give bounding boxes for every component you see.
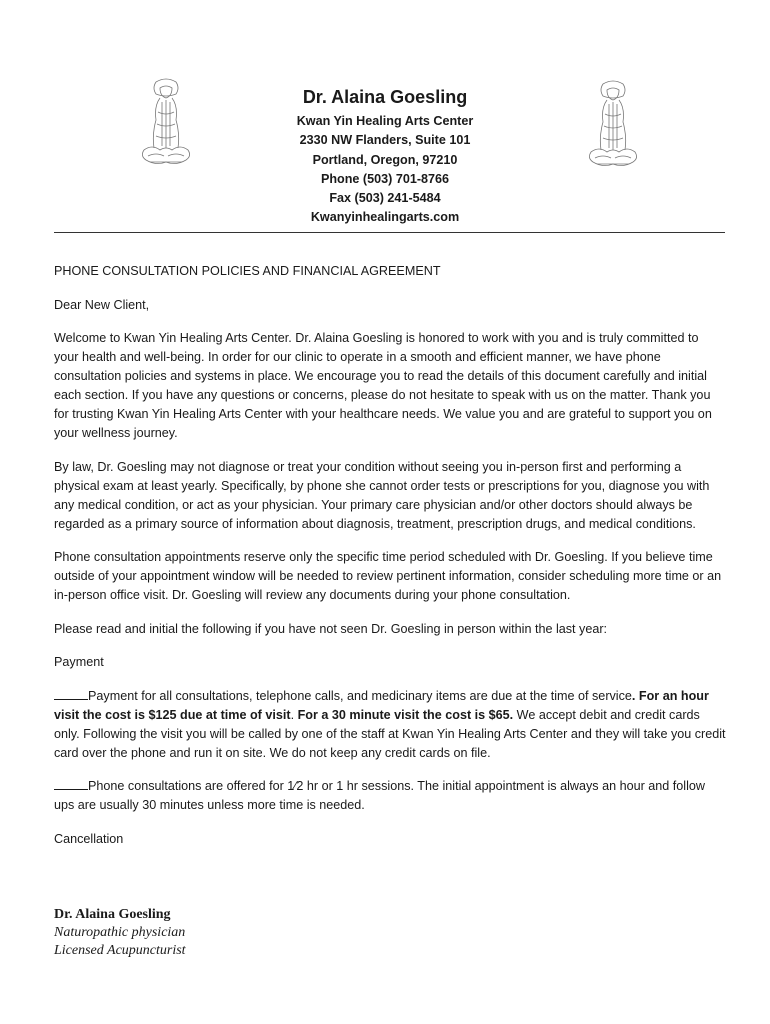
paragraph-welcome: Welcome to Kwan Yin Healing Arts Center. Dr. Alaina Goesling is honored to work with you and is truly committed to your health and well-being. In order for our clinic to operate in a smooth and efficient manner, we have phone consultation policies and systems in place. We encourage you to read the details of this document carefully and initial each section. If you have any questions or concerns, please do not hesitate to speak with us on the matter. Thank you for trusting Kwan Yin Healing Arts Center with your healthcare needs. We value you and are grateful to support you on your wellness journey. — [54, 331, 712, 440]
signature-block — [54, 906, 186, 960]
initial-blank-sessions[interactable] — [54, 777, 88, 790]
address-line-2: Portland, Oregon, 97210 — [312, 152, 458, 167]
doctor-name: Dr. Alaina Goesling — [302, 87, 468, 107]
payment-item-1-mid: . — [290, 707, 298, 722]
paragraph-appointments: Phone consultation appointments reserve only the specific time period scheduled with Dr. Goesling. If you believe time outside of your appointment window will be needed to review pertinent information, consider scheduling more time or an in-person office visit. Dr. Goesling will review any documents during your phone consultation. — [54, 550, 722, 602]
fax-number: Fax (503) 241-5484 — [329, 191, 441, 206]
paragraph-law: By law, Dr. Goesling may not diagnose or treat your condition without seeing you in-person first and performing a physical exam at least yearly. Specifically, by phone she cannot order tests or prescriptions for you, diagnose you with any medical condition, or act as your physician. Your primary care physician and/or other doctors should always be regarded as a primary source of information about diagnosis, treatment, prescription drugs, and medical conditions. — [54, 459, 710, 531]
paragraph-initial-instructions: Please read and initial the following if you have not seen Dr. Goesling in person within the last year: — [54, 621, 608, 636]
document-body — [54, 262, 726, 863]
signature-title-2: Licensed Acupuncturist — [54, 943, 186, 958]
signature-title-1: Naturopathic physician — [54, 925, 186, 940]
letterhead — [0, 86, 770, 228]
payment-item-2-text: Phone consultations are offered for 1⁄2 hr or 1 hr sessions. The initial appointment is always an hour and follow ups are usually 30 minutes unless more time is needed. — [54, 779, 705, 812]
payment-half-hour-cost: For a 30 minute visit the cost is $65. — [297, 707, 514, 722]
initial-blank-payment[interactable] — [54, 687, 88, 700]
address-line-1: 2330 NW Flanders, Suite 101 — [299, 133, 471, 148]
center-name: Kwan Yin Healing Arts Center — [296, 114, 474, 128]
cancellation-heading: Cancellation — [54, 831, 124, 846]
document-title: PHONE CONSULTATION POLICIES AND FINANCIAL AGREEMENT — [54, 264, 441, 278]
signature-name: Dr. Alaina Goesling — [54, 907, 171, 922]
payment-item-2 — [54, 777, 726, 815]
website: Kwanyinhealingarts.com — [310, 210, 460, 225]
phone-number: Phone (503) 701-8766 — [320, 171, 450, 186]
payment-item-1 — [54, 687, 726, 763]
payment-heading: Payment — [54, 655, 104, 669]
payment-item-1-text: Payment for all consultations, telephone calls, and medicinary items are due at the time of service — [88, 688, 632, 703]
payment-hour-cost: . For an hour visit the cost is $125 due at time of visit — [54, 688, 709, 722]
header-divider — [54, 232, 725, 233]
payment-item-1-end: We accept debit and credit cards only. Following the visit you will be called by one of the staff at Kwan Yin Healing Arts Center and they will take you credit card over the phone and run it on site. We do not keep any credit cards on file. — [54, 707, 726, 760]
salutation: Dear New Client, — [54, 297, 150, 312]
